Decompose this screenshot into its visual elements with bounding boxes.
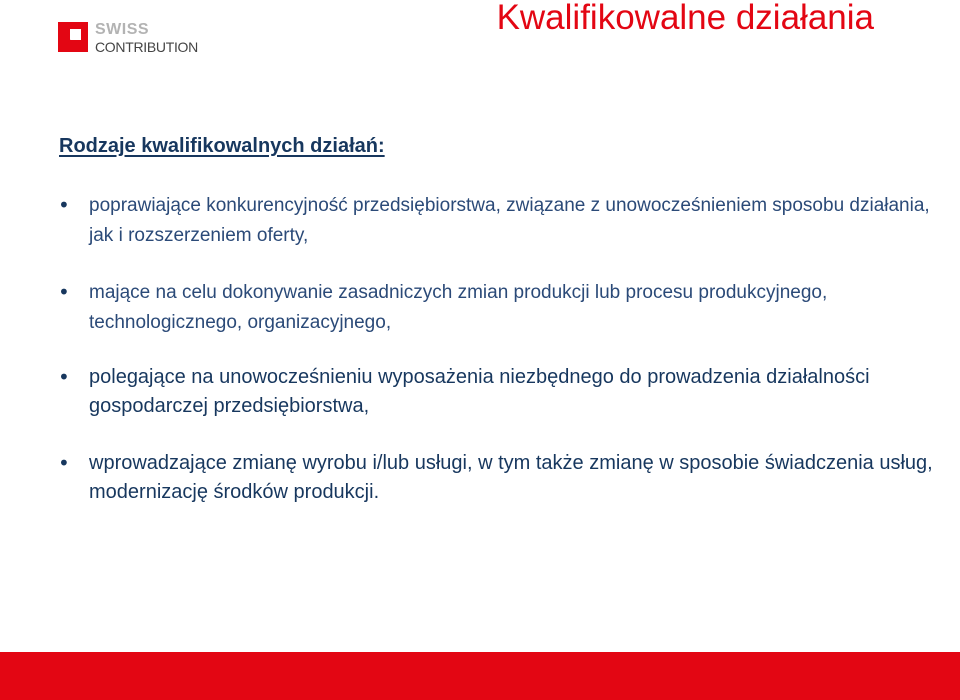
footer-bar: [0, 652, 960, 700]
logo-text-contribution: CONTRIBUTION: [95, 39, 198, 55]
bullet-text-4: wprowadzające zmianę wyrobu i/lub usługi, w tym także zmianę w sposobie świadczenia usług, modernizację środków produkcji.: [89, 452, 933, 503]
logo-text-swiss: SWISS: [95, 21, 150, 38]
bullet-text-3: polegające na unowocześnieniu wyposażenia niezbędnego do prowadzenia działalności gospodarczej przedsiębiorstwa,: [89, 366, 870, 417]
swiss-cross-logo-icon: [58, 22, 88, 52]
bullet-text-1: poprawiające konkurencyjność przedsiębiorstwa, związane z unowocześnieniem sposobu działania, jak i rozszerzeniem oferty,: [89, 195, 930, 246]
bullet-text-2: mające na celu dokonywanie zasadniczych zmian produkcji lub procesu produkcyjnego, technologicznego, organizacyjnego,: [89, 282, 828, 333]
bullet-dot-icon: •: [58, 193, 70, 217]
bullet-dot-icon: •: [58, 365, 70, 389]
bullet-dot-icon: •: [58, 280, 70, 304]
swiss-contribution-logo: [58, 22, 218, 56]
section-heading: Rodzaje kwalifikowalnych działań:: [59, 135, 385, 157]
bullet-dot-icon: •: [58, 451, 70, 475]
slide-title: Kwalifikowalne działania: [496, 0, 874, 37]
